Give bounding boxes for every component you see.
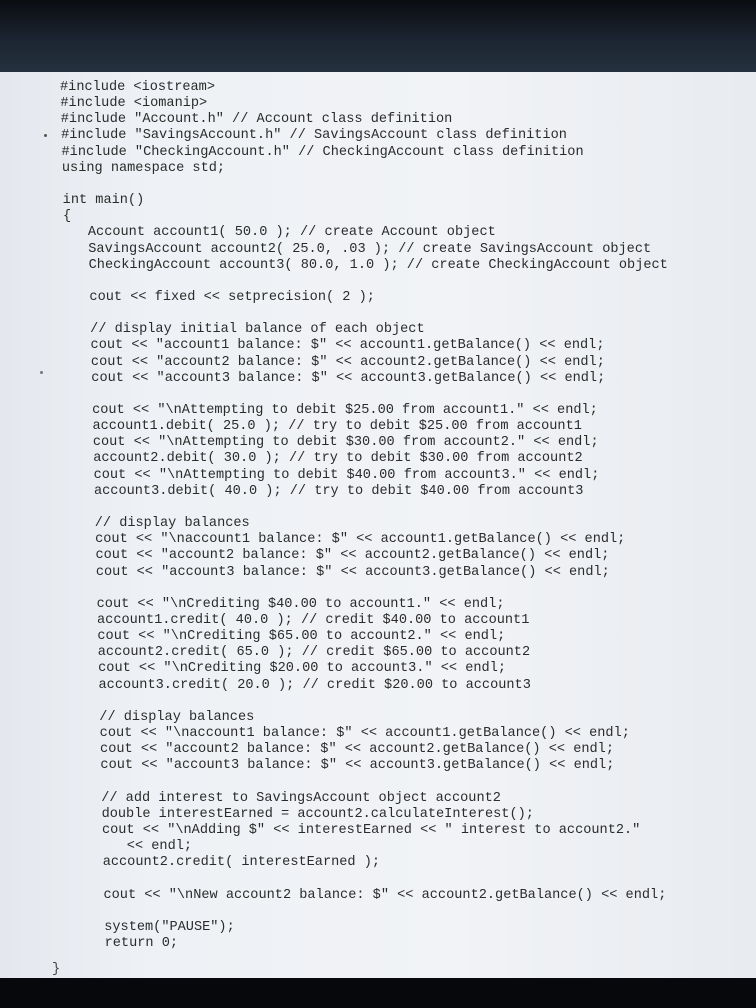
code-line: cout << "account3 balance: $" << account3.getBalance() << endl;	[75, 758, 615, 774]
code-line: #include "CheckingAccount.h" // CheckingAccount class definition	[61, 144, 584, 160]
code-line: cout << "account1 balance: $" << account1.getBalance() << endl;	[66, 338, 605, 354]
code-line: cout << "\nCrediting $20.00 to account3." << endl;	[73, 661, 507, 677]
code-line: int main()	[62, 193, 145, 209]
code-line: #include "Account.h" // Account class definition	[60, 112, 453, 128]
code-line: cout << "account2 balance: $" << account2.getBalance() << endl;	[66, 354, 605, 370]
code-line: account3.credit( 20.0 ); // credit $20.00 to account3	[74, 677, 531, 693]
code-line: CheckingAccount account3( 80.0, 1.0 ); // create CheckingAccount object	[64, 257, 668, 273]
code-line: SavingsAccount account2( 25.0, .03 ); // create SavingsAccount object	[63, 241, 652, 257]
code-line: cout << fixed << setprecision( 2 );	[64, 289, 375, 305]
code-line: cout << "\nNew account2 balance: $" << account2.getBalance() << endl;	[79, 887, 667, 903]
code-line: cout << "\nAttempting to debit $25.00 from account1." << endl;	[67, 403, 598, 418]
code-line: // add interest to SavingsAccount object account2	[76, 790, 501, 806]
code-line: cout << "\nAttempting to debit $40.00 from account3." << endl;	[69, 467, 600, 483]
code-line: account2.credit( interestEarned );	[78, 855, 381, 871]
code-line: cout << "\nAdding $" << interestEarned << " interest to account2."	[77, 822, 641, 838]
code-line: Account account1( 50.0 ); // create Account object	[63, 225, 496, 241]
code-line: return 0;	[80, 935, 179, 951]
code-line: account1.credit( 40.0 ); // credit $40.00 to account1	[72, 612, 530, 628]
code-line: using namespace std;	[61, 160, 226, 176]
code-line: system("PAUSE");	[79, 919, 235, 935]
code-line: account3.debit( 40.0 ); // try to debit $40.00 from account3	[69, 483, 584, 499]
code-line: cout << "account3 balance: $" << account3.getBalance() << endl;	[71, 564, 610, 580]
code-line: double interestEarned = account2.calculateInterest();	[77, 806, 534, 822]
gutter-mark	[44, 134, 47, 137]
code-line: #include <iomanip>	[60, 96, 208, 112]
code-line: #include <iostream>	[60, 80, 215, 95]
code-line: cout << "\naccount1 balance: $" << account1.getBalance() << endl;	[70, 532, 626, 548]
code-line: << endl;	[77, 839, 193, 855]
code-line: cout << "account2 balance: $" << account2.getBalance() << endl;	[75, 742, 614, 758]
code-line: cout << "\nAttempting to debit $30.00 from account2." << endl;	[68, 435, 599, 451]
code-line: account2.credit( 65.0 ); // credit $65.00 to account2	[73, 645, 531, 661]
monitor-bezel-bottom	[0, 978, 756, 1008]
gutter-dot	[40, 371, 43, 374]
code-line: cout << "\nCrediting $65.00 to account2." << endl;	[72, 629, 506, 645]
code-line: // display initial balance of each object	[65, 322, 425, 338]
code-line: account2.debit( 30.0 ); // try to debit $30.00 from account2	[68, 451, 583, 467]
code-line: // display balances	[70, 516, 250, 532]
code-line: cout << "\naccount1 balance: $" << account1.getBalance() << endl;	[75, 726, 630, 741]
code-line: #include "SavingsAccount.h" // SavingsAccount class definition	[61, 128, 567, 144]
code-line: cout << "account3 balance: $" << account3.getBalance() << endl;	[66, 370, 606, 386]
monitor-bezel-top	[0, 0, 756, 74]
code-line: cout << "\nCrediting $40.00 to account1." << endl;	[72, 596, 505, 612]
closing-brace: }	[52, 962, 61, 977]
code-line: account1.debit( 25.0 ); // try to debit $25.00 from account1	[67, 419, 582, 435]
code-line: cout << "account2 balance: $" << account2.getBalance() << endl;	[71, 548, 610, 564]
code-line: {	[63, 209, 72, 225]
code-line: // display balances	[74, 709, 255, 725]
code-editor-screen[interactable]	[0, 72, 756, 978]
